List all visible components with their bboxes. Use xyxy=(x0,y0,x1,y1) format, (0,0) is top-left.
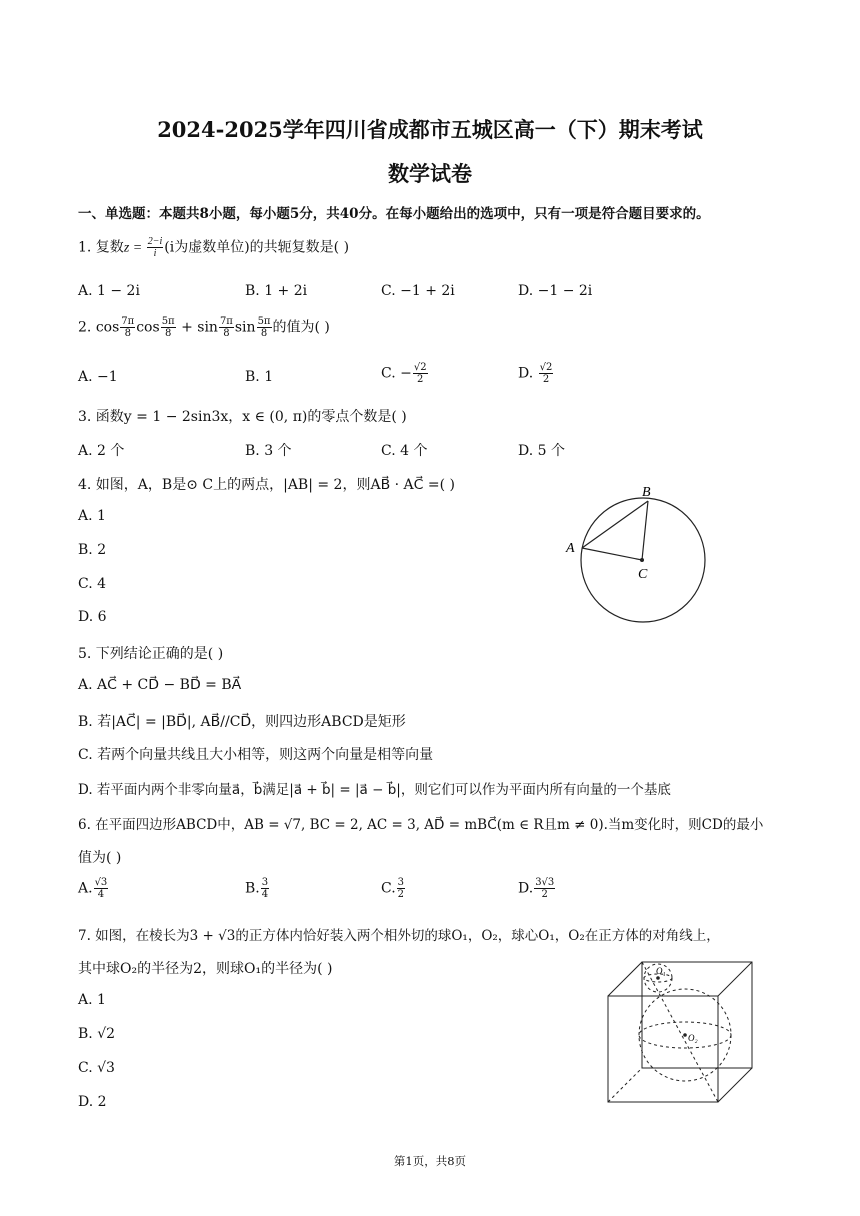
question-6-line-1: 6. 在平面四边形ABCD中，AB = √7, BC = 2, AC = 3, AD⃗ = mBC⃗(m ∈ R且m ≠ 0).当m变化时，则CD的最小 xyxy=(78,817,764,833)
q6-option-b: B. $\frac{3}{4}$ xyxy=(245,877,269,900)
cube-figure xyxy=(600,955,760,1107)
center-point xyxy=(640,558,644,562)
section-heading: 一、单选题：本题共8小题，每小题5分，共40分。在每小题给出的选项中，只有一项是符合题目要求的。 xyxy=(78,206,710,222)
q3-option-c: C. 4 个 xyxy=(381,443,428,459)
q6-option-d: D. $\frac{3√3}{2}$ xyxy=(518,877,555,900)
q7-option-d: D. 2 xyxy=(78,1094,107,1110)
cube-edge-tl xyxy=(608,962,642,996)
q2-option-c: C. − $\frac{√2}{2}$ xyxy=(381,362,427,385)
exam-title: 2024-2025学年四川省成都市五城区高一（下）期末考试 xyxy=(157,117,703,142)
q7-option-b: B. √2 xyxy=(78,1026,116,1042)
q5-option-a: A. AC⃗ + CD⃗ − BD⃗ = BA⃗ xyxy=(78,677,242,693)
q5-option-d: D. 若平面内两个非零向量a⃗，b⃗满足|a⃗ + b⃗| = |a⃗ − b⃗|，则它们可以作为平面内所有向量的一个基底 xyxy=(78,782,671,798)
label-c: C xyxy=(638,567,648,582)
segment-bc xyxy=(642,501,648,560)
question-2: 2. cos $\frac{7\pi}{8}$ cos $\frac{5\pi}{8}$ + sin $\frac{7\pi}{8}$ sin $\frac{5\pi}{8}$ 的值为( ) xyxy=(78,316,330,339)
q2-option-a: A. −1 xyxy=(78,369,118,385)
question-6-line-2: 值为( ) xyxy=(78,850,122,866)
question-3: 3. 函数y = 1 − 2sin3x，x ∈ (0, π)的零点个数是( ) xyxy=(78,409,407,425)
label-o1: O₁ xyxy=(656,966,666,976)
q7-option-c: C. √3 xyxy=(78,1060,115,1076)
q4-option-c: C. 4 xyxy=(78,576,107,592)
cube-diagonal xyxy=(642,962,718,1102)
center-o1 xyxy=(656,976,660,980)
circle-figure xyxy=(560,478,730,628)
q5-option-c: C. 若两个向量共线且大小相等，则这两个向量是相等向量 xyxy=(78,747,434,763)
label-b: B xyxy=(642,485,651,500)
label-o2: O₂ xyxy=(688,1033,698,1043)
q2-option-d: D. $\frac{√2}{2}$ xyxy=(518,362,553,385)
cube-edge-tr xyxy=(718,962,752,996)
question-1: 1. 复数z = $\frac{2-i}{i}$ (i为虚数单位)的共轭复数是( ) xyxy=(78,236,350,259)
q4-option-b: B. 2 xyxy=(78,542,107,558)
q4-option-d: D. 6 xyxy=(78,609,107,625)
q3-option-b: B. 3 个 xyxy=(245,443,292,459)
question-5: 5. 下列结论正确的是( ) xyxy=(78,646,224,662)
q3-option-d: D. 5 个 xyxy=(518,443,565,459)
q2-option-b: B. 1 xyxy=(245,369,274,385)
segment-ac xyxy=(582,548,642,560)
q6-option-a: A. $\frac{√3}{4}$ xyxy=(78,877,108,900)
label-a: A xyxy=(566,541,575,556)
q6-option-c: C. $\frac{3}{2}$ xyxy=(381,877,405,900)
q7-option-a: A. 1 xyxy=(78,992,106,1008)
question-7-line-1: 7. 如图，在棱长为3 + √3的正方体内恰好装入两个相外切的球O₁，O₂，球心O₁，O₂在正方体的对角线上， xyxy=(78,928,720,944)
cube-edge-bl-hidden xyxy=(608,1068,642,1102)
q3-option-a: A. 2 个 xyxy=(78,443,125,459)
q1-option-a: A. 1 − 2i xyxy=(78,283,140,299)
center-o2 xyxy=(683,1033,687,1037)
cube-front-face xyxy=(608,996,718,1102)
question-4: 4. 如图，A，B是⊙ C上的两点，|AB| = 2，则AB⃗ · AC⃗ =( ) xyxy=(78,477,455,493)
page-footer: 第1页，共8页 xyxy=(393,1154,467,1168)
q1-option-d: D. −1 − 2i xyxy=(518,283,593,299)
question-7-line-2: 其中球O₂的半径为2，则球O₁的半径为( ) xyxy=(78,961,333,977)
q1-option-b: B. 1 + 2i xyxy=(245,283,308,299)
q4-option-a: A. 1 xyxy=(78,508,106,524)
q5-option-b: B. 若|AC⃗| = |BD⃗|, AB⃗//CD⃗，则四边形ABCD是矩形 xyxy=(78,714,406,730)
exam-subtitle: 数学试卷 xyxy=(388,161,472,186)
q1-option-c: C. −1 + 2i xyxy=(381,283,455,299)
cube-edge-br xyxy=(718,1068,752,1102)
